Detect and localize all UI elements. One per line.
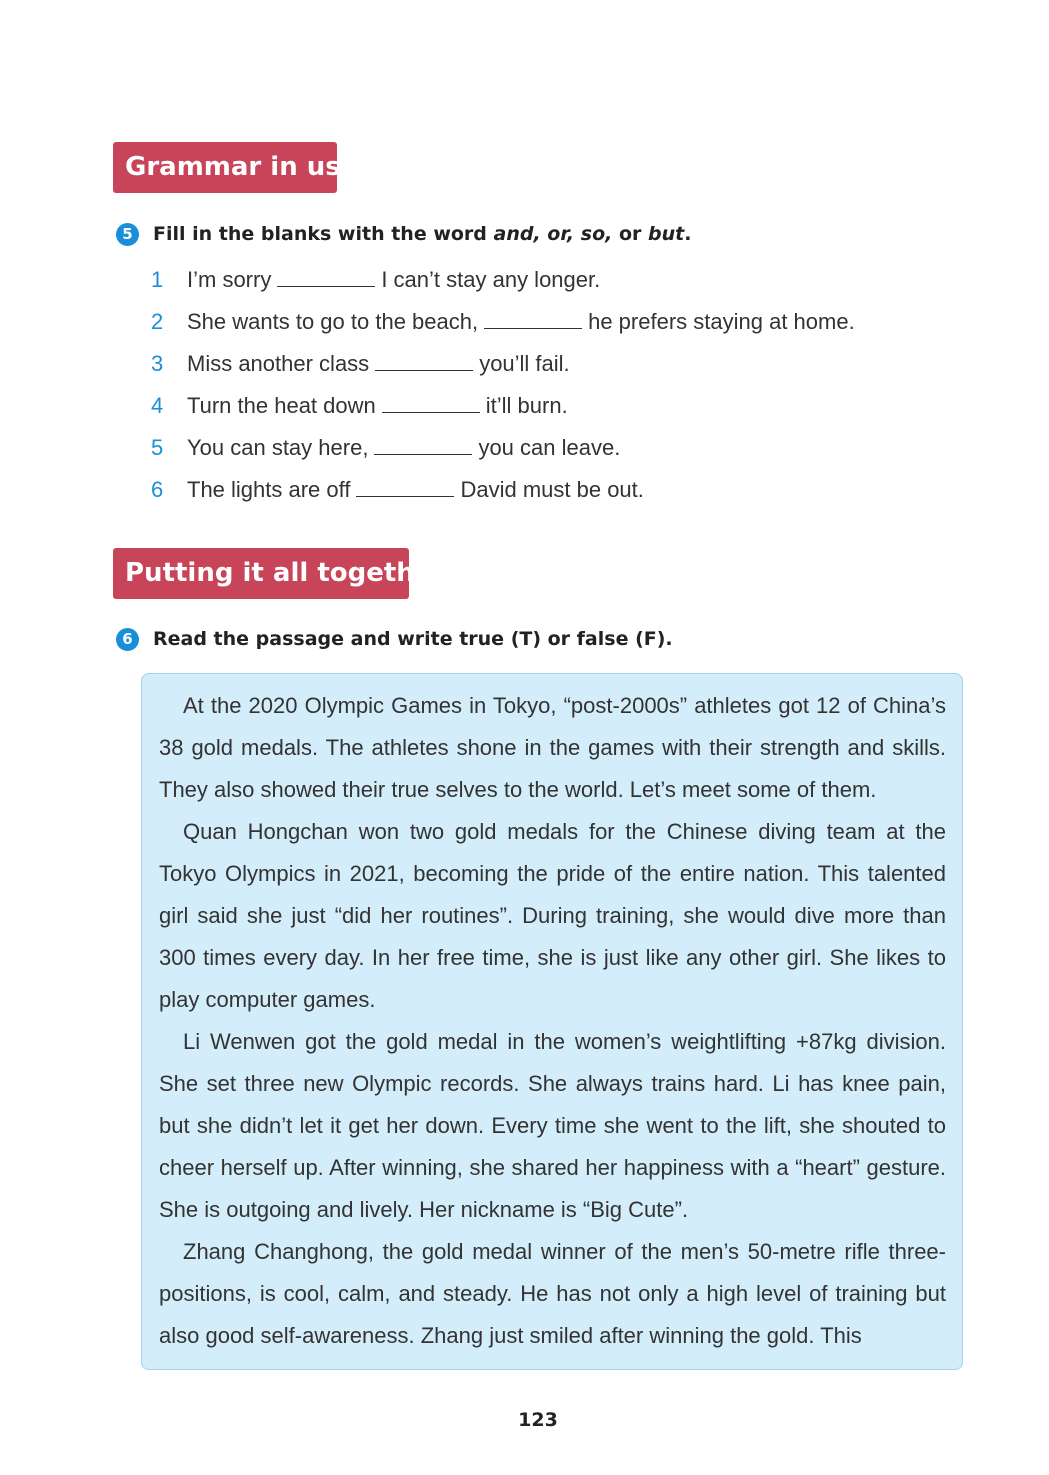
- exercise-number-badge: 6: [116, 628, 139, 651]
- passage-paragraph: Li Wenwen got the gold medal in the women’s weightlifting +87kg division. She set three new Olympic records. She always trains hard. Li has knee pain, but she didn’t let it get her down. Every time she went to the lift, she shouted to cheer herself up. After winning, she shared her happiness with a “heart” gesture. She is outgoing and lively. Her nickname is “Big Cute”.: [159, 1029, 946, 1222]
- item-number: 1: [151, 267, 164, 292]
- passage-paragraph: At the 2020 Olympic Games in Tokyo, “post-2000s” athletes got 12 of China’s 38 gold medals. The athletes shone in the games with their strength and skills. They also showed their true selves to the world. Let’s meet some of them.: [159, 693, 946, 802]
- answer-blank[interactable]: [484, 308, 582, 329]
- item-number: 5: [151, 435, 164, 460]
- sentence-end: you’ll fail.: [479, 351, 570, 376]
- sentence-start: I’m sorry: [187, 267, 272, 292]
- answer-blank[interactable]: [382, 392, 480, 413]
- passage-paragraph: Quan Hongchan won two gold medals for the Chinese diving team at the Tokyo Olympics in 2021, becoming the pride of the entire nation. This talented girl said she just “did her routines”. During training, she would dive more than 300 times every day. In her free time, she is just like any other girl. She likes to play computer games.: [159, 819, 946, 1012]
- sentence-start: The lights are off: [187, 477, 351, 502]
- sentence-end: it’ll burn.: [485, 393, 568, 418]
- list-item: [151, 430, 855, 472]
- sentence-start: Turn the heat down: [187, 393, 376, 418]
- sentence-end: David must be out.: [460, 477, 644, 502]
- instruction-middle: or: [612, 223, 648, 245]
- answer-blank[interactable]: [356, 476, 454, 497]
- sentence-start: Miss another class: [187, 351, 370, 376]
- passage-paragraph: Zhang Changhong, the gold medal winner of the men’s 50-metre rifle three-positions, is cool, calm, and steady. He has not only a high level of training but also good self-awareness. Zhang just smiled after winning the gold. This: [159, 1239, 946, 1348]
- sentence-end: you can leave.: [478, 435, 621, 460]
- answer-blank[interactable]: [375, 350, 473, 371]
- answer-blank[interactable]: [277, 266, 375, 287]
- list-item: [151, 472, 855, 514]
- instruction-last-word: but: [648, 223, 685, 245]
- item-number: 6: [151, 477, 164, 502]
- item-number: 4: [151, 393, 164, 418]
- reading-passage: [141, 673, 963, 1370]
- instruction-text: [153, 223, 691, 245]
- exercise-number-badge: 5: [116, 223, 139, 246]
- item-number: 2: [151, 309, 164, 334]
- list-item: [151, 304, 855, 346]
- exercise-6-instruction: [116, 626, 673, 652]
- list-item: [151, 262, 855, 304]
- sentence-end: I can’t stay any longer.: [381, 267, 601, 292]
- fill-in-blank-list: [151, 262, 855, 514]
- sentence-start: You can stay here,: [187, 435, 369, 460]
- instruction-suffix: .: [684, 223, 692, 245]
- list-item: [151, 346, 855, 388]
- sentence-start: She wants to go to the beach,: [187, 309, 479, 334]
- instruction-text: Read the passage and write true (T) or false (F).: [153, 628, 673, 650]
- exercise-5-instruction: [116, 221, 691, 247]
- sentence-end: he prefers staying at home.: [588, 309, 855, 334]
- section-title-putting-it-all-together: Putting it all together: [113, 548, 409, 599]
- section-title-grammar-in-use: Grammar in use: [113, 142, 337, 193]
- page-number: 123: [518, 1409, 558, 1431]
- instruction-prefix: Fill in the blanks with the word: [153, 223, 494, 245]
- answer-blank[interactable]: [374, 434, 472, 455]
- item-number: 3: [151, 351, 164, 376]
- instruction-words: and, or, so,: [493, 223, 613, 245]
- list-item: [151, 388, 855, 430]
